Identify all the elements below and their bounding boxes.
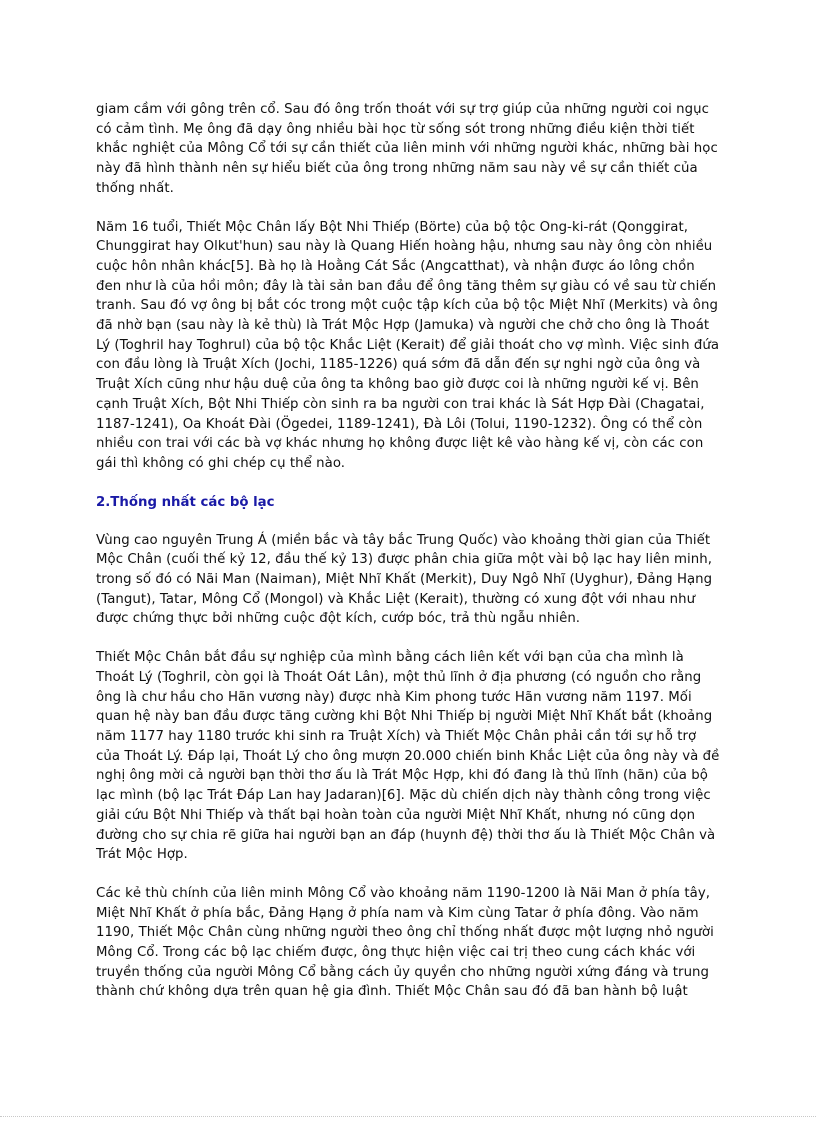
page-bottom-divider [0,1116,816,1118]
paragraph-enemies: Các kẻ thù chính của liên minh Mông Cổ vào khoảng năm 1190-1200 là Nãi Man ở phía tây, Miệt Nhĩ Khất ở phía bắc, Đảng Hạng ở phía nam và Kim cùng Tatar ở phía đông. Vào năm 1190, Thiết Mộc Chân cùng những người theo ông chỉ thống nhất được một lượng nhỏ người Mông Cổ. Trong các bộ lạc chiếm được, ông thực hiện việc cai trị theo cung cách khác với truyền thống của người Mông Cổ bằng cách ủy quyền cho những người xứng đáng và trung thành chứ không dựa trên quan hệ gia đình. Thiết Mộc Chân sau đó đã ban hành bộ luật [96,885,714,1000]
paragraph-marriage: Năm 16 tuổi, Thiết Mộc Chân lấy Bột Nhi Thiếp (Börte) của bộ tộc Ong-ki-rát (Qonggirat, Chunggirat hay Olkut'hun) sau này là Quang Hiến hoàng hậu, nhưng sau này ông còn nhiều cuộc hôn nhân khác[5]. Bà họ là Hoằng Cát Sắc (Angcatthat), và nhận được áo lông chồn đen như là của hồi môn; đây là tài sản ban đầu để ông tăng thêm sự giàu có về sau từ chiến tranh. Sau đó vợ ông bị bắt cóc trong một cuộc tập kích của bộ tộc Miệt Nhĩ (Merkits) và ông đã nhờ bạn (sau này là kẻ thù) là Trát Mộc Hợp (Jamuka) và người che chở cho ông là Thoát Lý (Toghril hay Toghrul) của bộ tộc Khắc Liệt (Kerait) để giải thoát cho vợ mình. Việc sinh đứa con đầu lòng là Truật Xích (Jochi, 1185-1226) quá sớm đã dẫn đến sự nghi ngờ của ông và Truật Xích cũng như hậu duệ của ông ta không bao giờ được coi là những người kế vị. Bên cạnh Truật Xích, Bột Nhi Thiếp còn sinh ra ba người con trai khác là Sát Hợp Đài (Chagatai, 1187-1241), Oa Khoát Đài (Ögedei, 1189-1241), Đà Lôi (Tolui, 1190-1232). Ông có thể còn nhiều con trai với các bà vợ khác nhưng họ không được liệt kê vào hàng kế vị, còn các con gái thì không có ghi chép cụ thể nào. [96,219,720,471]
paragraph-imprisonment: giam cầm với gông trên cổ. Sau đó ông trốn thoát với sự trợ giúp của những người coi ngục có cảm tình. Mẹ ông đã dạy ông nhiều bài học từ sống sót trong những điều kiện thời tiết khắc nghiệt của Mông Cổ tới sự cần thiết của liên minh với những người khác, những bài học này đã hình thành nên sự hiểu biết của ông trong những năm sau này về sự cần thiết của thống nhất. [96,102,718,196]
document-body [96,100,721,1021]
paragraph-alliance: Thiết Mộc Chân bắt đầu sự nghiệp của mình bằng cách liên kết với bạn của cha mình là Thoát Lý (Toghril, còn gọi là Thoát Oát Lân), một thủ lĩnh ở địa phương (có nguồn cho rằng ông là chư hầu cho Hãn vương này) được nhà Kim phong tước Hãn vương năm 1197. Mối quan hệ này ban đầu được tăng cường khi Bột Nhi Thiếp bị người Miệt Nhĩ Khất bắt (khoảng năm 1177 hay 1180 trước khi sinh ra Truật Xích) và Thiết Mộc Chân phải cần tới sự hỗ trợ của Thoát Lý. Đáp lại, Thoát Lý cho ông mượn 20.000 chiến binh Khắc Liệt của ông này và đề nghị ông mời cả người bạn thời thơ ấu là Trát Mộc Hợp, khi đó đang là thủ lĩnh (hãn) của bộ lạc mình (bộ lạc Trát Đáp Lan hay Jadaran)[6]. Mặc dù chiến dịch này thành công trong việc giải cứu Bột Nhi Thiếp và thất bại hoàn toàn của người Miệt Nhĩ Khất, nhưng nó cũng dọn đường cho sự chia rẽ giữa hai người bạn an đáp (huynh đệ) thời thơ ấu là Thiết Mộc Chân và Trát Mộc Hợp. [96,650,720,863]
paragraph-central-asia: Vùng cao nguyên Trung Á (miền bắc và tây bắc Trung Quốc) vào khoảng thời gian của Thiết Mộc Chân (cuối thế kỷ 12, đầu thế kỷ 13) được phân chia giữa một vài bộ lạc hay liên minh, trong số đó có Nãi Man (Naiman), Miệt Nhĩ Khất (Merkit), Duy Ngô Nhĩ (Uyghur), Đảng Hạng (Tangut), Tatar, Mông Cổ (Mongol) và Khắc Liệt (Kerait), thường có xung đột với nhau như được chứng thực bởi những cuộc đột kích, cướp bóc, trả thù ngẫu nhiên. [96,532,713,627]
section-heading: 2.Thống nhất các bộ lạc [96,494,275,510]
